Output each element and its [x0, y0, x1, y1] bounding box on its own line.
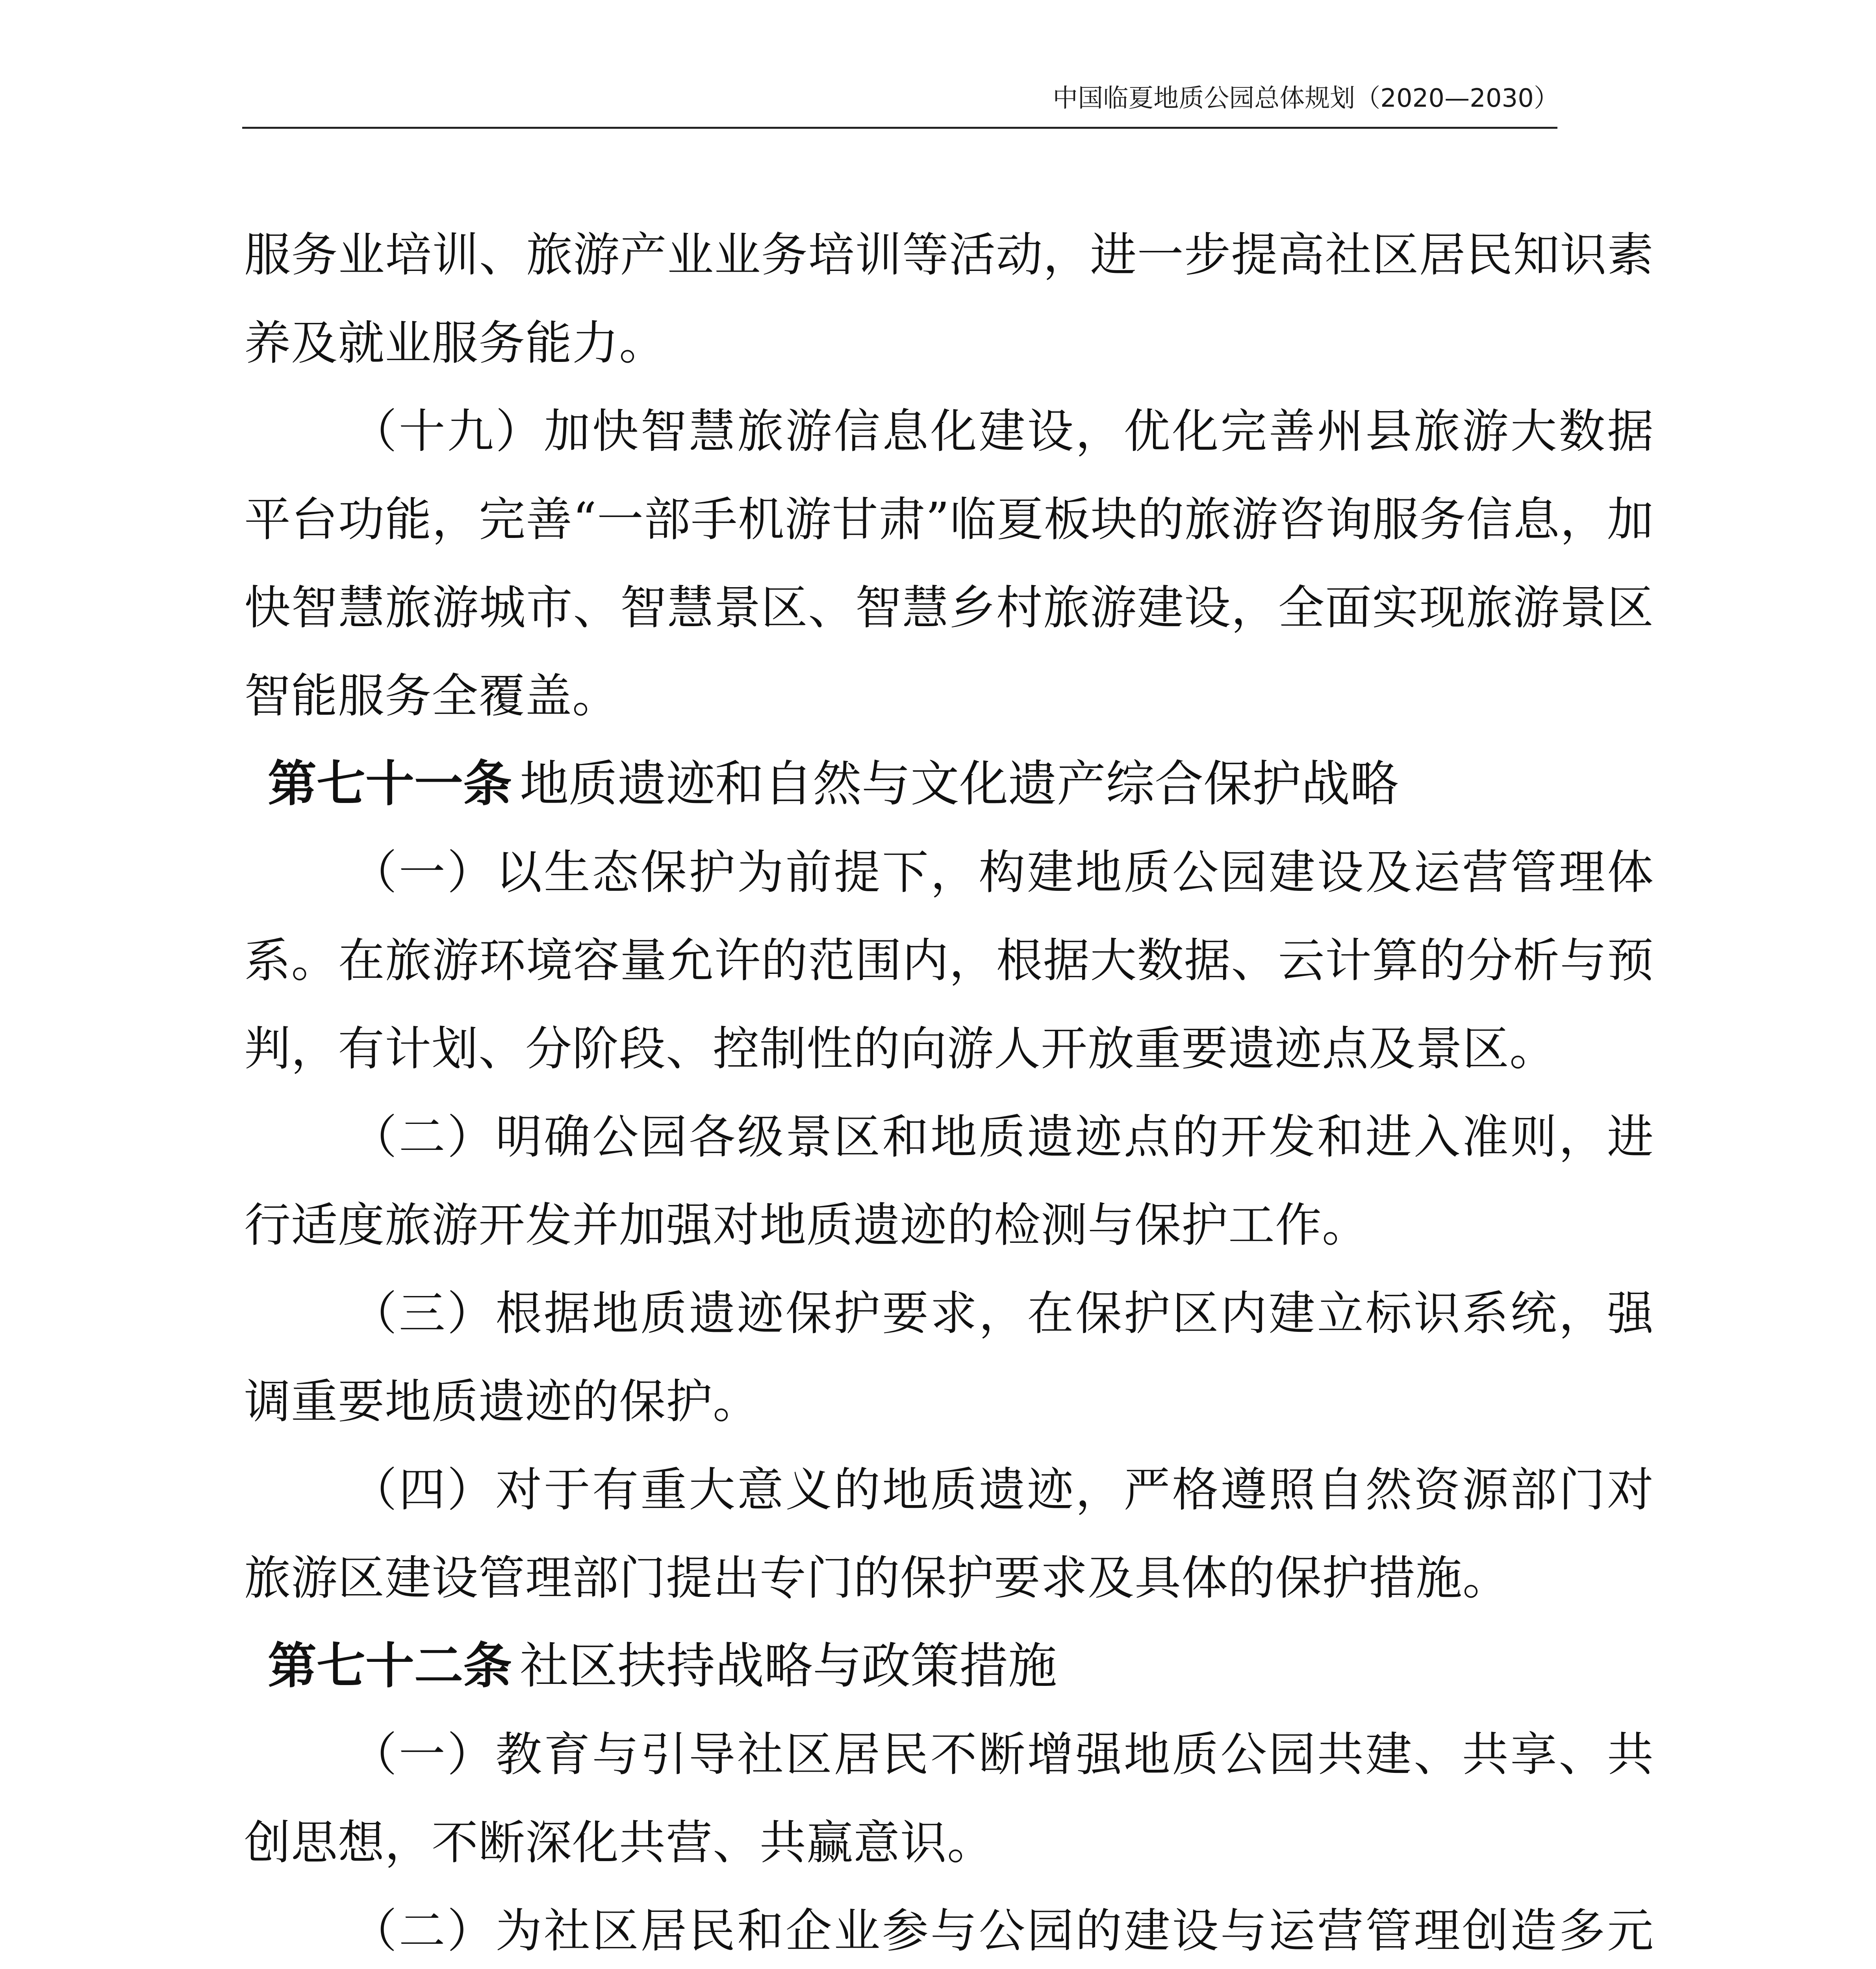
article-71-item-2: （二）明确公园各级景区和地质遗迹点的开发和进入准则，进行适度旅游开发并加强对地质遗迹的检测与保护工作。 [244, 1110, 1654, 1252]
article-71-title: 地质遗迹和自然与文化遗产综合保护战略 [520, 756, 1399, 812]
article-71-item-3: （三）根据地质遗迹保护要求，在保护区内建立标识系统，强调重要地质遗迹的保护。 [244, 1286, 1654, 1429]
article-71-heading [244, 740, 1654, 828]
paragraph-item-19: （十九）加快智慧旅游信息化建设，优化完善州县旅游大数据平台功能，完善“一部手机游甘肃”临夏板块的旅游咨询服务信息，加快智慧旅游城市、智慧景区、智慧乡村旅游建设，全面实现旅游景区智能服务全覆盖。 [244, 404, 1654, 723]
page-body [244, 211, 1654, 1969]
article-71-number: 第七十一条 [268, 756, 512, 812]
article-72-title: 社区扶持战略与政策措施 [520, 1638, 1057, 1695]
article-71-item-1: （一）以生态保护为前提下，构建地质公园建设及运营管理体系。在旅游环境容量允许的范围内，根据大数据、云计算的分析与预判，有计划、分阶段、控制性的向游人开放重要遗迹点及景区。 [244, 845, 1654, 1076]
article-72-item-2: （二）为社区居民和企业参与公园的建设与运营管理创造多元 [350, 1904, 1654, 1958]
header-rule [242, 127, 1557, 129]
article-72-item-1: （一）教育与引导社区居民不断增强地质公园共建、共享、共创思想，不断深化共营、共赢意识。 [244, 1727, 1654, 1870]
article-71-item-4: （四）对于有重大意义的地质遗迹，严格遵照自然资源部门对旅游区建设管理部门提出专门的保护要求及具体的保护措施。 [244, 1463, 1654, 1605]
article-72-number: 第七十二条 [268, 1638, 512, 1695]
paragraph-continued: 服务业培训、旅游产业业务培训等活动，进一步提高社区居民知识素养及就业服务能力。 [244, 228, 1654, 370]
article-72-heading [244, 1622, 1654, 1710]
running-header-title: 中国临夏地质公园总体规划（2020—2030） [1053, 84, 1559, 113]
